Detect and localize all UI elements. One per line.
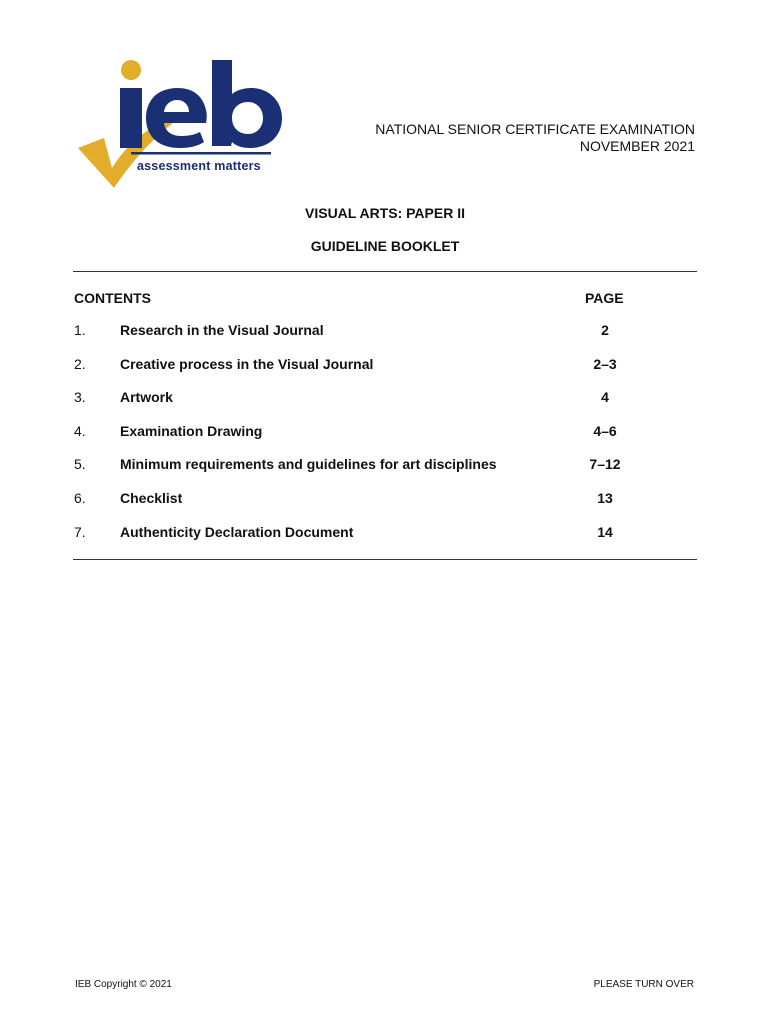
toc-item-number: 6. xyxy=(74,489,86,506)
exam-title: NATIONAL SENIOR CERTIFICATE EXAMINATION xyxy=(375,121,695,137)
divider-top xyxy=(73,271,697,272)
toc-item-number: 5. xyxy=(74,456,86,473)
toc-item-number: 7. xyxy=(74,523,86,540)
logo-underline xyxy=(131,152,271,155)
contents-heading: CONTENTS xyxy=(74,290,151,306)
ieb-logo xyxy=(76,56,306,196)
toc-item-label: Checklist xyxy=(120,489,183,506)
toc-item[interactable] xyxy=(0,456,770,490)
toc-item-label: Examination Drawing xyxy=(120,422,263,439)
footer-copyright: IEB Copyright © 2021 xyxy=(75,979,172,990)
logo-e xyxy=(146,88,207,148)
toc-item-label: Creative process in the Visual Journal xyxy=(120,355,374,372)
toc-item[interactable] xyxy=(0,322,770,356)
toc-item[interactable] xyxy=(0,490,770,524)
toc-item[interactable] xyxy=(0,356,770,390)
toc-item-label: Authenticity Declaration Document xyxy=(120,523,354,540)
toc-item-page: 4–6 xyxy=(593,422,617,439)
toc-item[interactable] xyxy=(0,524,770,558)
toc-item-page: 14 xyxy=(597,523,613,540)
toc-item[interactable] xyxy=(0,423,770,457)
logo-tagline: assessment matters xyxy=(137,159,261,173)
logo-b xyxy=(212,60,282,148)
table-of-contents xyxy=(0,322,770,557)
logo-i-dot xyxy=(121,60,141,80)
footer-turn-over: PLEASE TURN OVER xyxy=(593,979,694,990)
toc-item-page: 4 xyxy=(601,389,609,406)
logo-i-stem xyxy=(120,88,142,148)
toc-item-number: 1. xyxy=(74,322,86,338)
toc-item-number: 3. xyxy=(74,389,86,406)
toc-item-number: 2. xyxy=(74,355,86,372)
toc-item-page: 2 xyxy=(601,322,609,338)
toc-item-number: 4. xyxy=(74,422,86,439)
page-heading: PAGE xyxy=(585,290,624,306)
paper-title: VISUAL ARTS: PAPER II xyxy=(305,205,465,221)
toc-item-page: 2–3 xyxy=(593,355,617,372)
toc-item-label: Research in the Visual Journal xyxy=(120,322,324,338)
toc-item-page: 13 xyxy=(597,489,613,506)
exam-date: NOVEMBER 2021 xyxy=(579,138,695,154)
toc-item[interactable] xyxy=(0,389,770,423)
toc-item-label: Artwork xyxy=(120,389,173,406)
divider-bottom xyxy=(73,559,697,560)
exam-header xyxy=(375,121,695,155)
toc-item-page: 7–12 xyxy=(589,456,621,473)
toc-item-label: Minimum requirements and guidelines for art disciplines xyxy=(120,456,497,473)
booklet-title: GUIDELINE BOOKLET xyxy=(310,238,460,254)
